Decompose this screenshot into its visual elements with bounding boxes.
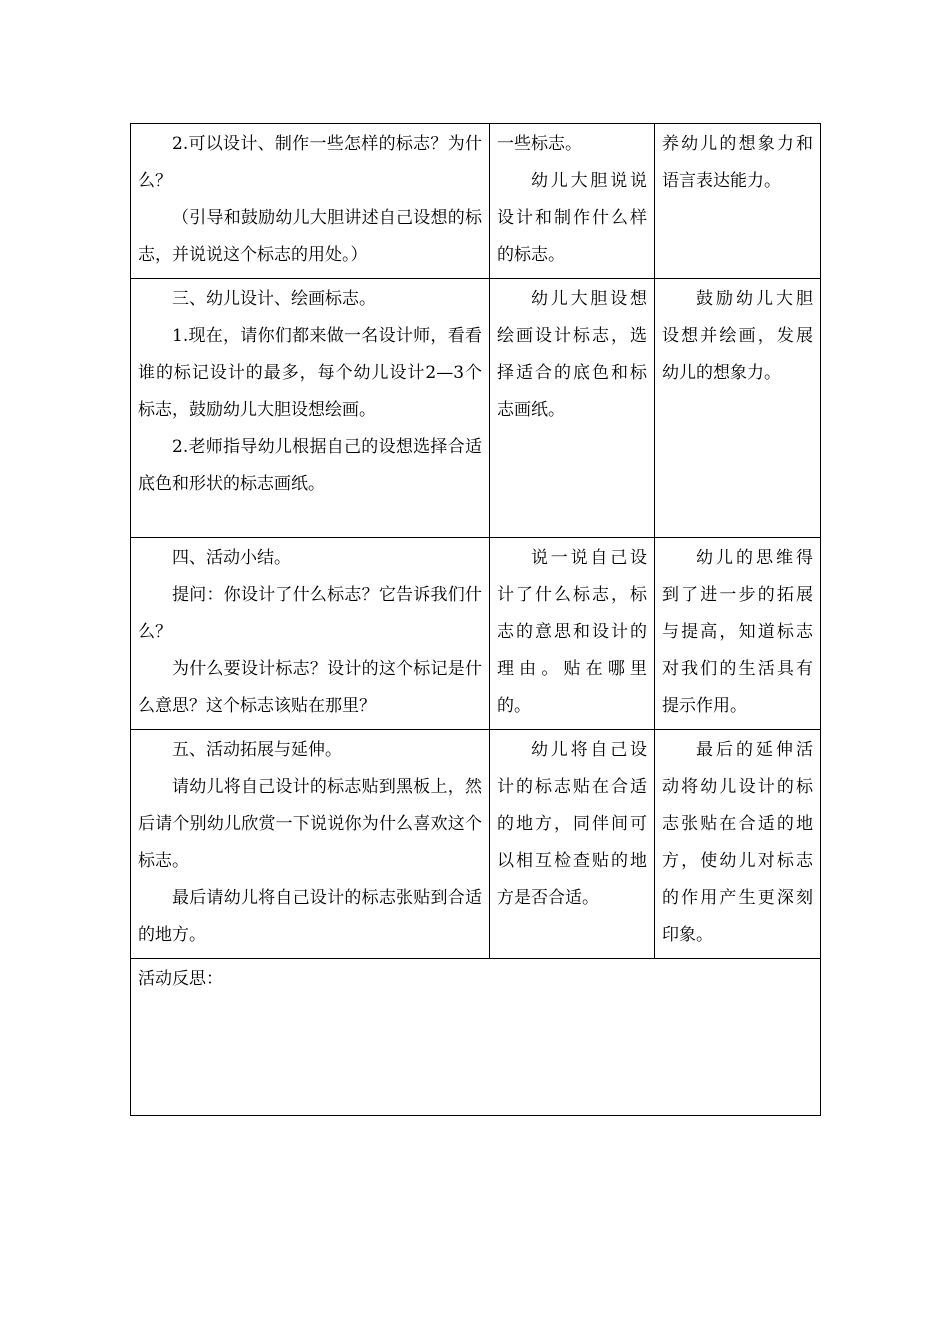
child-activity-cell <box>490 279 655 538</box>
child-activity-cell <box>490 538 655 730</box>
activity-cell <box>131 538 490 730</box>
child-activity-cell <box>490 730 655 959</box>
activity-text: 五、活动拓展与延伸。 <box>172 740 342 760</box>
reflection-label: 活动反思： <box>138 969 223 989</box>
reflection-cell <box>131 959 821 1116</box>
activity-cell <box>131 730 490 959</box>
activity-text: 提问：你设计了什么标志？它告诉我们什么？ <box>138 585 482 642</box>
purpose-text: 鼓励幼儿大胆设想并绘画，发展幼儿的想象力。 <box>662 289 813 383</box>
table-row <box>131 124 821 279</box>
purpose-text: 最后的延伸活动将幼儿设计的标志张贴在合适的地方，使幼儿对标志的作用产生更深刻印象。 <box>662 740 813 945</box>
table-row <box>131 730 821 959</box>
child-activity-text: 幼儿大胆设想绘画设计标志，选择适合的底色和标志画纸。 <box>497 289 647 420</box>
purpose-text: 养幼儿的想象力和语言表达能力。 <box>662 134 813 191</box>
activity-text: （引导和鼓励幼儿大胆讲述自己设想的标志，并说说这个标志的用处。） <box>138 208 482 265</box>
child-activity-text: 幼儿将自己设计的标志贴在合适的地方，同伴间可以相互检查贴的地方是否合适。 <box>497 740 647 908</box>
activity-text: 1.现在，请你们都来做一名设计师，看看谁的标记设计的最多，每个幼儿设计2—3个标志，鼓励幼儿大胆设想绘画。 <box>138 326 482 420</box>
activity-text: 请幼儿将自己设计的标志贴到黑板上，然后请个别幼儿欣赏一下说说你为什么喜欢这个标志。 <box>138 777 482 871</box>
activity-text: 三、幼儿设计、绘画标志。 <box>172 289 376 309</box>
child-activity-text: 幼儿大胆说说设计和制作什么样的标志。 <box>497 171 647 265</box>
lesson-plan-table <box>130 123 821 1116</box>
activity-text: 2.可以设计、制作一些怎样的标志？为什么？ <box>138 134 482 191</box>
child-activity-cell <box>490 124 655 279</box>
child-activity-text: 说一说自己设计了什么标志，标志的意思和设计的理由。贴在哪里的。 <box>497 548 647 716</box>
activity-text: 2.老师指导幼儿根据自己的设想选择合适底色和形状的标志画纸。 <box>138 437 482 494</box>
purpose-text: 幼儿的思维得到了进一步的拓展与提高，知道标志对我们的生活具有提示作用。 <box>662 548 813 716</box>
purpose-cell <box>655 730 821 959</box>
table-row <box>131 538 821 730</box>
activity-cell <box>131 124 490 279</box>
activity-text: 为什么要设计标志？设计的这个标记是什么意思？这个标志该贴在那里？ <box>138 659 482 716</box>
activity-text: 最后请幼儿将自己设计的标志张贴到合适的地方。 <box>138 888 482 945</box>
purpose-cell <box>655 124 821 279</box>
activity-cell <box>131 279 490 538</box>
child-activity-text: 一些标志。 <box>497 134 582 154</box>
purpose-cell <box>655 538 821 730</box>
table-row <box>131 279 821 538</box>
table-row <box>131 959 821 1116</box>
purpose-cell <box>655 279 821 538</box>
activity-text: 四、活动小结。 <box>172 548 291 568</box>
